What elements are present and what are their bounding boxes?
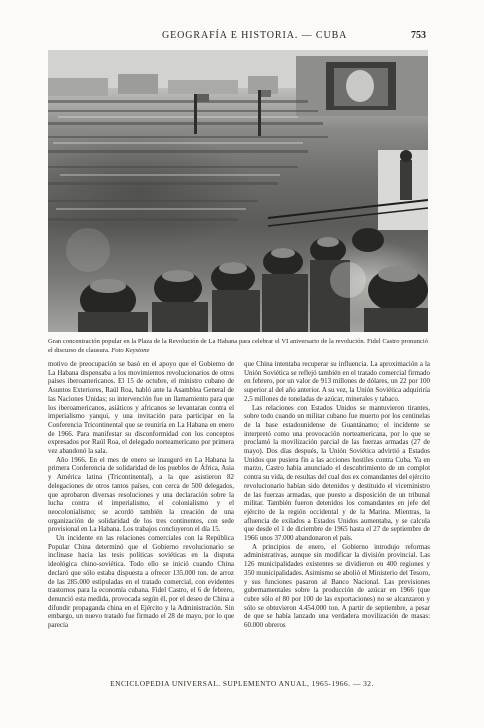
paragraph: Un incidente en las relaciones comerciales con la República Popular China determinó que el Gobierno revolucionario se inclinase hacia las tesis políticas soviéticas en la disputa ideológica chino-soviética. Todo ello se inició cuando China declaró que sólo estaba dispuesta a ofrecer 135.000 ton. de arroz de las 285.000 estipuladas en el tratado comercial, con evidentes trastornos para la economía cubana. Fidel Castro, el 6 de febrero, denunció esta medida, provocada según él, por el deseo de China a difundir propaganda china en el Ejército y la Administración. Sin embargo, un nuevo tratado fue firmado el 28 de mayo, por lo que parecía bbox=[48, 534, 234, 630]
running-title: GEOGRAFÍA E HISTORIA. — CUBA bbox=[162, 30, 348, 41]
paragraph: Año 1966. En el mes de enero se inauguró en La Habana la primera Conferencia de solidaridad de los pueblos de África, Asia y América latina (Tricontinental), a la que asistieron 82 delegaciones de otros tantos países, con cerca de 500 delegados, que aprobaron diversas resoluciones y una declaración sobre la lucha contra el imperialismo, el colonialismo y el neocolonialismo; se acordó también la creación de una organización de solidaridad de los tres continentes, con sede provisional en La Habana. Los trabajos concluyeron el día 15. bbox=[48, 455, 234, 534]
page-number: 753 bbox=[411, 30, 426, 41]
photo-credit: Foto Keystone bbox=[111, 347, 150, 354]
paragraph: motivo de preocupación se basó en el apoyo que el Gobierno de La Habana dispensaba a los movimientos revolucionarios de otros países iberoamericanos. El 15 de octubre, el ministro cubano de Asuntos Exteriores, Raúl Roa, habló ante la Asamblea General de las Naciones Unidas; su intervención fue un llamamiento para que los iberoamericanos, asiáticos y africanos se levantaran contra el imperialismo yanqui, y una invitación para participar en la Conferencia Tricontinental que se reuniría en La Habana en enero de 1966. Para manifestar su disconformidad con los conceptos expresados por Raúl Roa, el delegado norteamericano por primera vez abandonó la sala. bbox=[48, 360, 234, 456]
left-text-column bbox=[48, 360, 234, 670]
caption-text: Gran concentración popular en la Plaza de la Revolución de La Habana para celebrar el VI aniversario de la revolución. Fidel Castro pronunció el discurso de clausura. bbox=[48, 338, 428, 354]
paragraph: que China intentaba recuperar su influencia. La aproximación a la Unión Soviética se reflejó también en el tratado comercial firmado en febrero, por un valor de 913 millones de dólares, un 22 por 100 superior al del año anterior. A su vez, la Unión Soviética adquiriría 2,5 millones de toneladas de azúcar, minerales y tabaco. bbox=[244, 360, 430, 403]
photo-illustration bbox=[48, 50, 428, 332]
photo-caption bbox=[48, 337, 428, 355]
page-footer: ENCICLOPEDIA UNIVERSAL. SUPLEMENTO ANUAL, 1965-1966. — 32. bbox=[110, 679, 374, 688]
page-header bbox=[0, 30, 484, 44]
rally-photograph bbox=[48, 50, 428, 332]
right-text-column bbox=[244, 360, 430, 670]
paragraph: Las relaciones con Estados Unidos se mantuvieron tirantes, sobre todo cuando un militar cubano fue muerto por los centinelas de la base estadounidense de Guantánamo; el incidente se interpretó como una provocación norteamericana, por lo que se proclamó la movilización parcial de las fuerzas armadas (27 de mayo). Dos días después, la Unión Soviética advirtió a Estados Unidos que pusiera fin a las acciones hostiles contra Cuba. Ya en marzo, Castro había anunciado el descubrimiento de un complot contra su vida, de resultas del cual dos ex comandantes del ejército revolucionario habían sido detenidos y destituido el viceministro de las fuerzas armadas, que puesto a disposición de un tribunal militar. También fueron detenidos los comandantes en jefe del ejército de la región occidental y de la Marina. Mientras, la afluencia de exilados a Estados Unidos aumentaba, y se calcula que desde el 1 de diciembre de 1965 hasta el 27 de septiembre de 1966 unos 37.000 abandonaron el país. bbox=[244, 403, 430, 543]
paragraph: A principios de enero, el Gobierno introdujo reformas administrativas, aunque sin modificar la división provincial. Las 126 municipalidades existentes se dividieron en 400 regiones y 350 municipalidades. Asimismo se abolió el Ministerio del Tesoro, y sus funciones pasaron al Banco Nacional. Las previsiones gubernamentales sobre la producción de azúcar en 1966 (que cubre sólo el 80 por 100 de las exportaciones) no se alcanzaron y sólo se obtuvieron 4.454.000 ton. A partir de septiembre, a pesar de que se había lanzado una verdadera movilización de masas: 60.000 obreros bbox=[244, 542, 430, 630]
